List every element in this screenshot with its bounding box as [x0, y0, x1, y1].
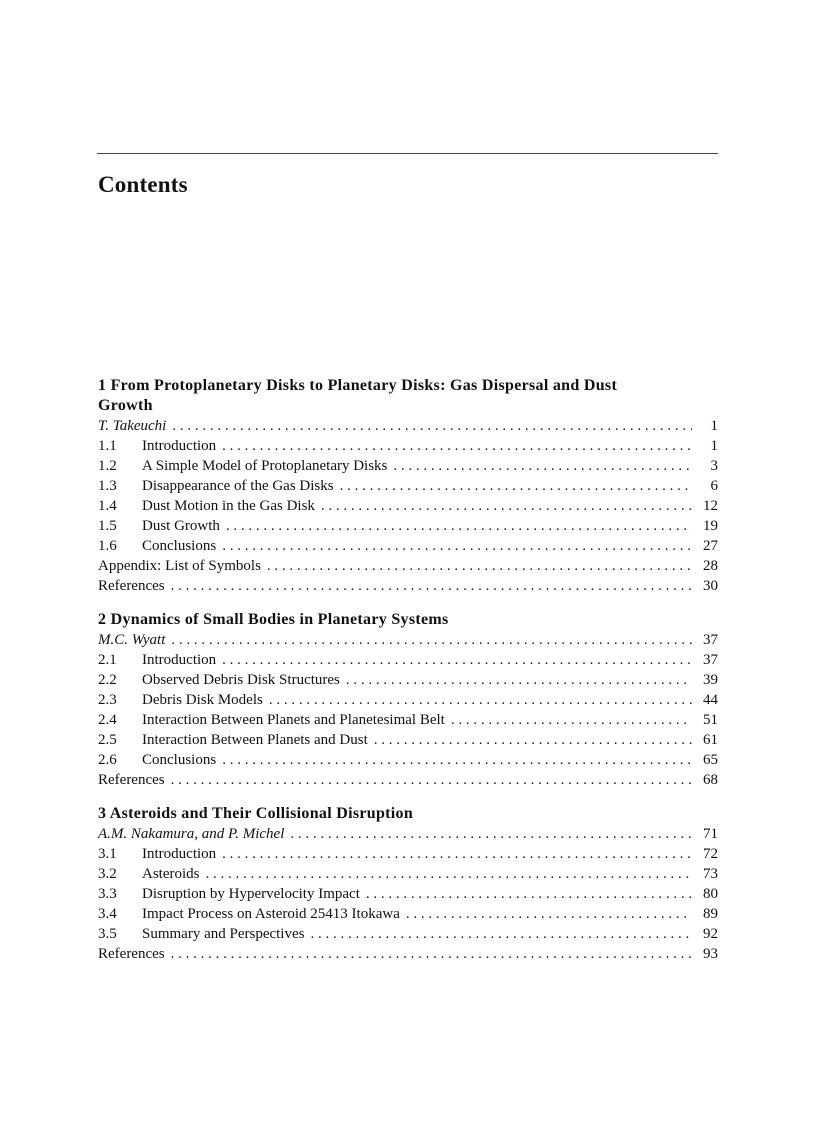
page-number: 72 — [703, 846, 718, 862]
page-number: 37 — [703, 652, 718, 668]
chapter-3 — [98, 804, 718, 964]
toc-entry[interactable] — [98, 650, 718, 670]
page-number: 80 — [703, 886, 718, 902]
page-number: 73 — [703, 866, 718, 882]
chapter-author-row[interactable] — [98, 824, 718, 844]
section-number: 2.4 — [98, 712, 117, 728]
toc-entry[interactable] — [98, 690, 718, 710]
page-number: 28 — [703, 558, 718, 574]
toc-entry[interactable] — [98, 476, 718, 496]
page-number: 30 — [703, 578, 718, 594]
section-number: 2.2 — [98, 672, 117, 688]
section-label: Debris Disk Models — [142, 692, 263, 708]
dot-leader — [393, 456, 692, 476]
toc-entry[interactable] — [98, 710, 718, 730]
chapter-title[interactable]: 2 Dynamics of Small Bodies in Planetary Systems — [98, 611, 449, 628]
toc-entry[interactable] — [98, 864, 718, 884]
toc-entry[interactable] — [98, 924, 718, 944]
section-label: A Simple Model of Protoplanetary Disks — [142, 458, 388, 474]
header-rule — [97, 153, 718, 154]
toc-entry[interactable] — [98, 436, 718, 456]
toc-entry[interactable] — [98, 516, 718, 536]
dot-leader — [171, 630, 692, 650]
section-label: Dust Growth — [142, 518, 220, 534]
dot-leader — [366, 884, 692, 904]
page-number: 89 — [703, 906, 718, 922]
dot-leader — [222, 436, 692, 456]
toc-entry-references[interactable] — [98, 944, 718, 964]
section-number: 1.2 — [98, 458, 117, 474]
dot-leader — [290, 824, 692, 844]
section-number: 2.5 — [98, 732, 117, 748]
section-label: Interaction Between Planets and Planetesimal Belt — [142, 712, 445, 728]
entry-label: References — [98, 772, 165, 788]
chapter-1 — [98, 376, 718, 596]
dot-leader — [406, 904, 692, 924]
chapter-author: M.C. Wyatt — [98, 632, 166, 648]
page-number: 6 — [710, 478, 718, 494]
dot-leader — [340, 476, 692, 496]
toc-entry[interactable] — [98, 456, 718, 476]
section-number: 3.3 — [98, 886, 117, 902]
entry-label: References — [98, 578, 165, 594]
dot-leader — [310, 924, 692, 944]
section-label: Introduction — [142, 438, 217, 454]
section-label: Impact Process on Asteroid 25413 Itokawa — [142, 906, 400, 922]
page-number: 27 — [703, 538, 718, 554]
page-number: 39 — [703, 672, 718, 688]
dot-leader — [267, 556, 692, 576]
section-number: 1.3 — [98, 478, 117, 494]
section-number: 2.6 — [98, 752, 117, 768]
toc-entry[interactable] — [98, 670, 718, 690]
section-number: 3.4 — [98, 906, 117, 922]
dot-leader — [206, 864, 693, 884]
section-number: 1.6 — [98, 538, 117, 554]
section-label: Disruption by Hypervelocity Impact — [142, 886, 360, 902]
dot-leader — [226, 516, 692, 536]
dot-leader — [346, 670, 692, 690]
toc-entry[interactable] — [98, 730, 718, 750]
page-title: Contents — [98, 172, 188, 197]
toc-entry[interactable] — [98, 496, 718, 516]
section-label: Observed Debris Disk Structures — [142, 672, 340, 688]
chapter-author: A.M. Nakamura, and P. Michel — [98, 826, 285, 842]
section-label: Introduction — [142, 652, 217, 668]
section-label: Disappearance of the Gas Disks — [142, 478, 334, 494]
section-number: 1.4 — [98, 498, 117, 514]
page-number: 12 — [703, 498, 718, 514]
section-number: 2.3 — [98, 692, 117, 708]
dot-leader — [321, 496, 692, 516]
dot-leader — [171, 944, 692, 964]
section-label: Summary and Perspectives — [142, 926, 305, 942]
page-number: 92 — [703, 926, 718, 942]
dot-leader — [451, 710, 692, 730]
section-number: 3.2 — [98, 866, 117, 882]
page-number: 37 — [703, 632, 718, 648]
page-number: 68 — [703, 772, 718, 788]
section-number: 3.1 — [98, 846, 117, 862]
toc-entry[interactable] — [98, 884, 718, 904]
chapter-2 — [98, 610, 718, 790]
section-number: 3.5 — [98, 926, 117, 942]
toc-entry-references[interactable] — [98, 576, 718, 596]
section-label: Dust Motion in the Gas Disk — [142, 498, 315, 514]
page-number: 61 — [703, 732, 718, 748]
page-number: 3 — [710, 458, 718, 474]
section-number: 1.1 — [98, 438, 117, 454]
chapter-author-row[interactable] — [98, 630, 718, 650]
dot-leader — [222, 844, 692, 864]
section-label: Introduction — [142, 846, 217, 862]
entry-label: References — [98, 946, 165, 962]
chapter-author-row[interactable] — [98, 416, 718, 436]
dot-leader — [172, 416, 692, 436]
dot-leader — [269, 690, 692, 710]
dot-leader — [374, 730, 692, 750]
section-number: 1.5 — [98, 518, 117, 534]
entry-label: Appendix: List of Symbols — [98, 558, 261, 574]
dot-leader — [222, 536, 692, 556]
section-label: Conclusions — [142, 752, 217, 768]
page-number: 44 — [703, 692, 718, 708]
page-number: 65 — [703, 752, 718, 768]
page-number: 71 — [703, 826, 718, 842]
page-number: 93 — [703, 946, 718, 962]
page-number: 51 — [703, 712, 718, 728]
toc-entry-references[interactable] — [98, 770, 718, 790]
section-number: 2.1 — [98, 652, 117, 668]
page-number: 1 — [710, 438, 718, 454]
page-number: 1 — [710, 418, 718, 434]
toc-entry[interactable] — [98, 750, 718, 770]
dot-leader — [222, 650, 692, 670]
table-of-contents — [98, 376, 718, 978]
section-label: Conclusions — [142, 538, 217, 554]
toc-entry[interactable] — [98, 844, 718, 864]
chapter-title[interactable]: 3 Asteroids and Their Collisional Disruption — [98, 805, 414, 822]
toc-entry[interactable] — [98, 904, 718, 924]
section-label: Asteroids — [142, 866, 200, 882]
dot-leader — [222, 750, 692, 770]
dot-leader — [171, 770, 692, 790]
chapter-author: T. Takeuchi — [98, 418, 167, 434]
toc-entry-appendix[interactable] — [98, 556, 718, 576]
page-number: 19 — [703, 518, 718, 534]
toc-entry[interactable] — [98, 536, 718, 556]
chapter-title[interactable]: 1 From Protoplanetary Disks to Planetary Disks: Gas Dispersal and Dust Growth — [98, 377, 618, 414]
section-label: Interaction Between Planets and Dust — [142, 732, 368, 748]
dot-leader — [171, 576, 692, 596]
